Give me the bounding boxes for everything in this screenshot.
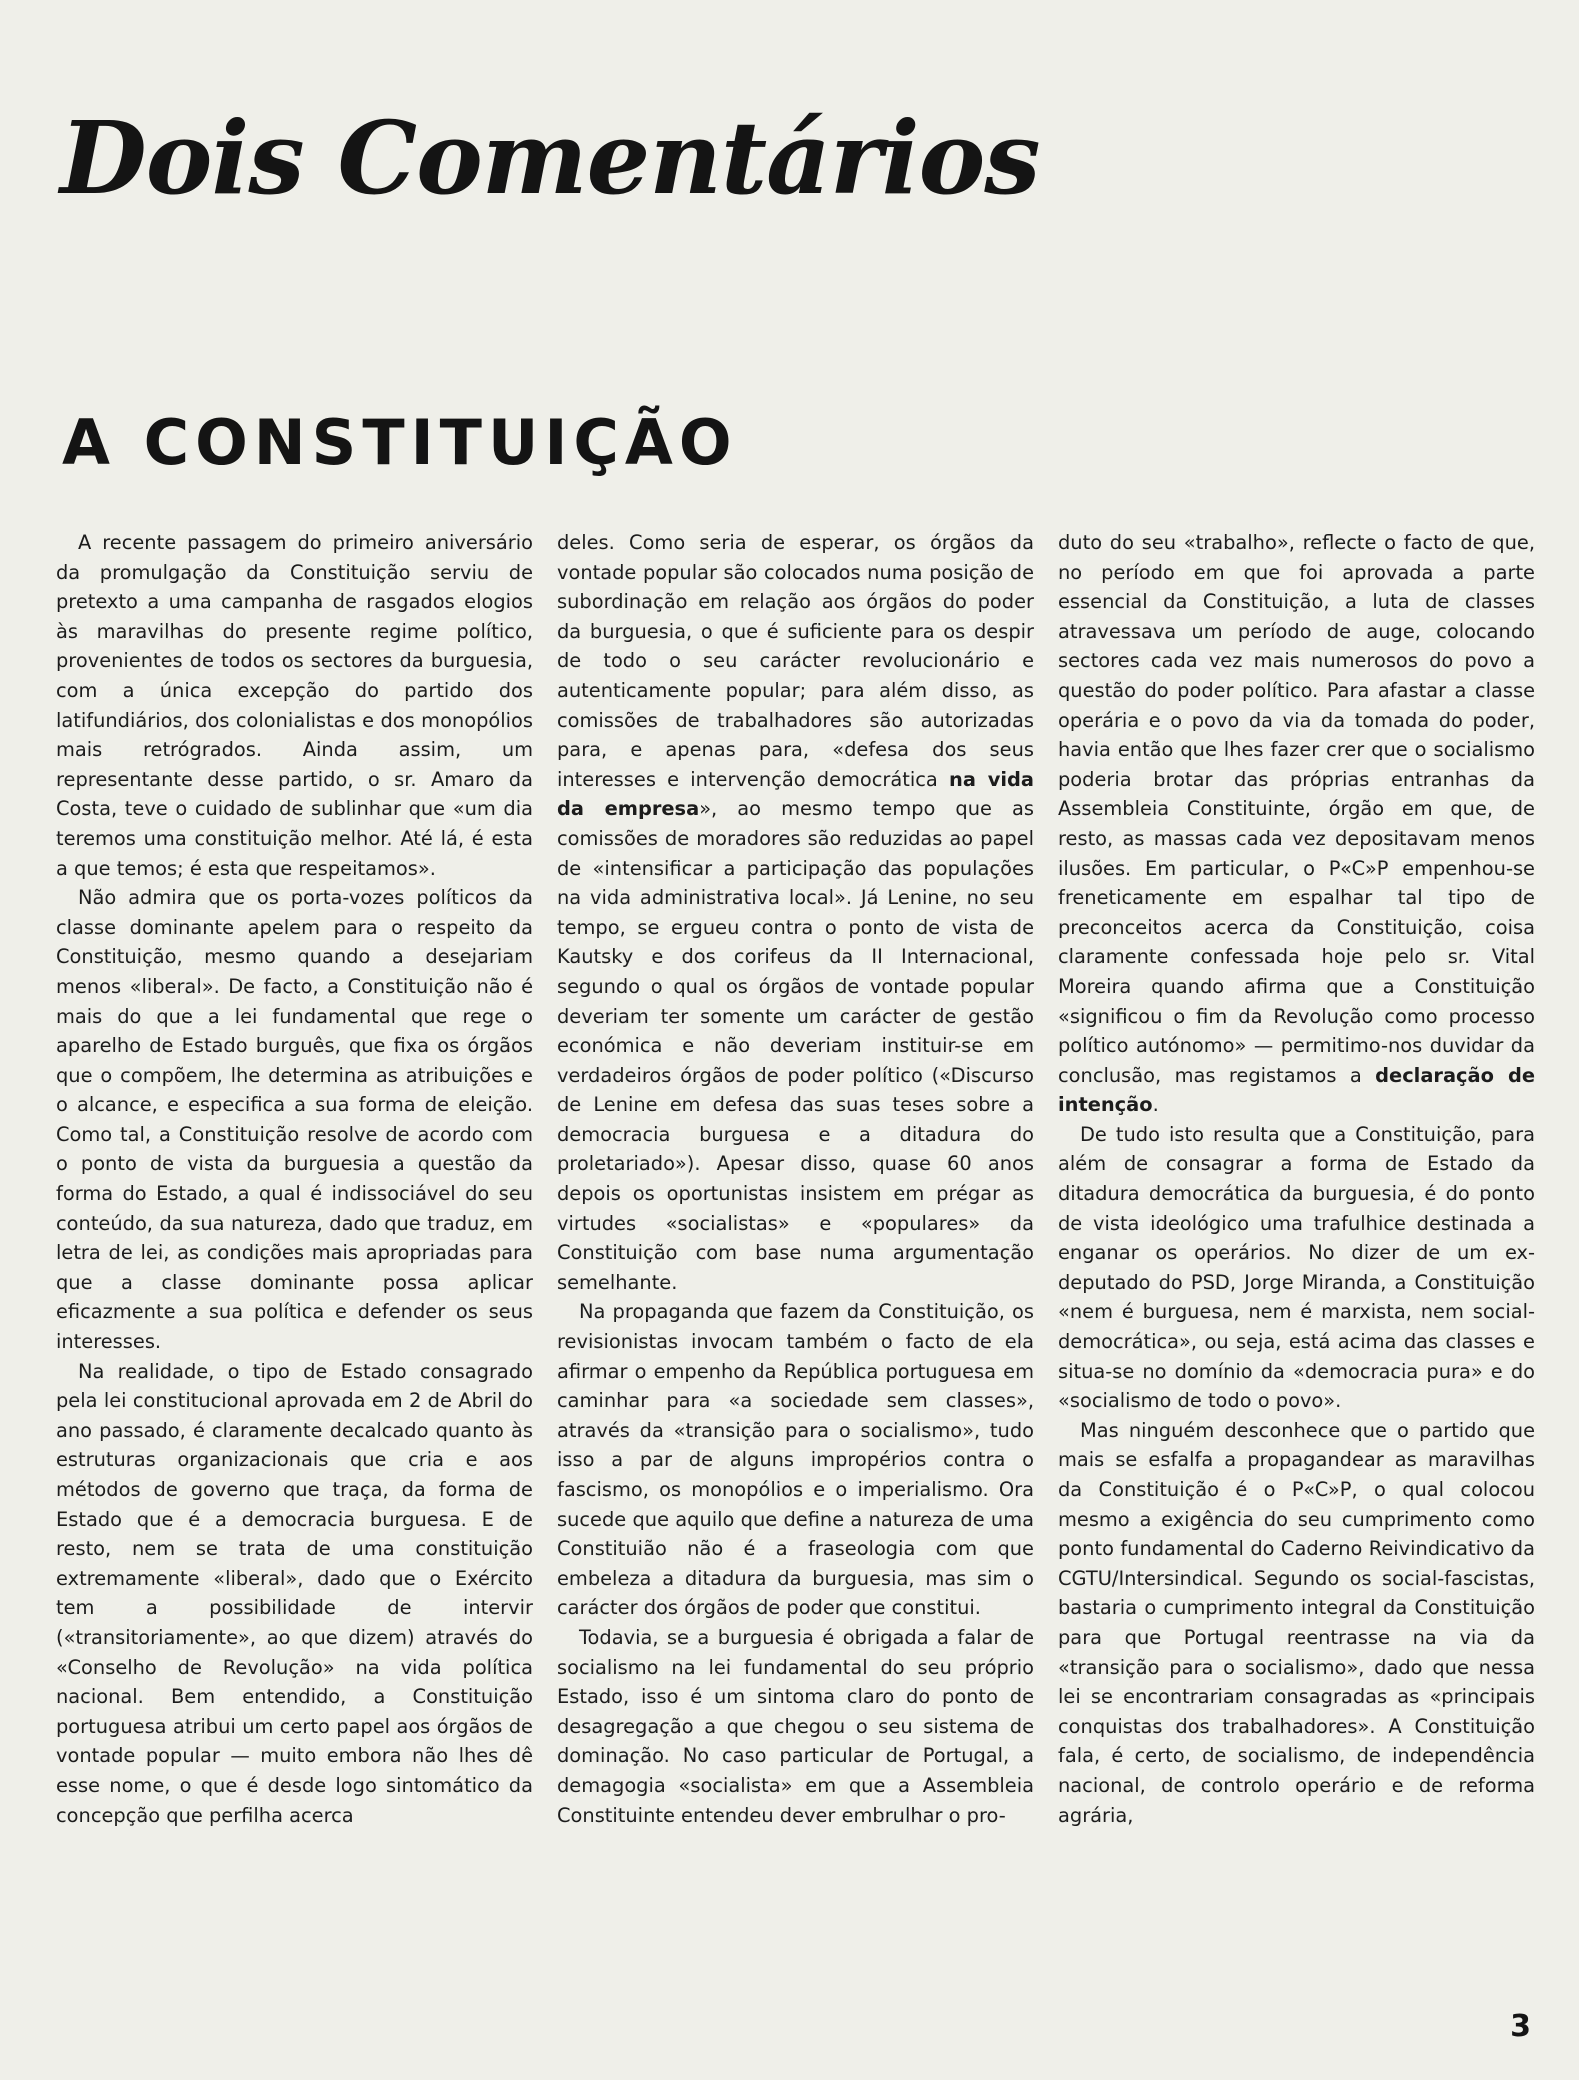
paragraph-text: Na realidade, o tipo de Estado consagrado pela lei constitucional aprovada em 2 de Abril do ano passado, é claramente decalcado quanto às estruturas organizacionais que cria e aos métodos de governo que traça, da forma de Estado que é a democracia burguesa. E de resto, nem se trata de uma constituição extremamente «liberal», dado que o Exército tem a possibilidade de intervir («transitoriamente», ao que dizem) através do «Conselho de Revolução» na vida política nacional. Bem entendido, a Constituição portuguesa atribui um certo papel aos órgãos de vontade popular — muito embora não lhes dê esse nome, o que é desde logo sintomático da concepção que perfilha acerca	[56, 1359, 533, 1827]
paragraph	[1058, 1416, 1535, 1830]
emphasis-text: na vida da empresa	[557, 767, 1034, 821]
article-column-1	[56, 528, 533, 1983]
paragraph	[557, 1297, 1034, 1623]
paragraph-text: Todavia, se a burguesia é obrigada a falar de socialismo na lei fundamental do seu próprio Estado, isso é um sintoma claro do ponto de desagregação a que chegou o seu sistema de dominação. No caso particular de Portugal, a demagogia «socialista» em que a Assembleia Constituinte entendeu dever embrulhar o pro-	[557, 1625, 1034, 1827]
paragraph-text: .	[1152, 1093, 1159, 1117]
paragraph-text: duto do seu «trabalho», reflecte o facto de que, no período em que foi aprovada a parte essencial da Constituição, a luta de classes atravessava um período de auge, colocando sectores cada vez mais numerosos do povo a questão do poder político. Para afastar a classe operária e o povo da via da tomada do poder, havia então que lhes fazer crer que o socialismo poderia brotar das próprias entranhas da Assembleia Constituinte, órgão em que, de resto, as massas cada vez depositavam menos ilusões. Em particular, o P«C»P empenhou-se freneticamente em espalhar tal tipo de preconceitos acerca da Constituição, coisa claramente confessada hoje pelo sr. Vital Moreira quando afirma que a Constituição «significou o fim da Revolução como processo político autónomo» — permitimo-nos duvidar da conclusão, mas registamos a	[1058, 531, 1535, 1087]
paragraph-text: Não admira que os porta-vozes políticos da classe dominante apelem para o respeito da Constituição, mesmo quando a desejariam menos «liberal». De facto, a Constituição não é mais do que a lei fundamental que rege o aparelho de Estado burguês, que fixa os órgãos que o compõem, lhe determina as atribuições e o alcance, e especifica a sua forma de eleição. Como tal, a Constituição resolve de acordo com o ponto de vista da burguesia a questão da forma do Estado, a qual é indissociável do seu conteúdo, da sua natureza, dado que traduz, em letra de lei, as condições mais apropriadas para que a classe dominante possa aplicar eficazmente a sua política e defender os seus interesses.	[56, 886, 533, 1354]
paragraph	[1058, 1120, 1535, 1416]
article-column-2	[557, 528, 1034, 1983]
paragraph	[56, 528, 533, 883]
paragraph-text: deles. Como seria de esperar, os órgãos da vontade popular são colocados numa posição de subordinação em relação aos órgãos do poder da burguesia, o que é suficiente para os despir de todo o seu carácter revolucionário e autenticamente popular; para além disso, as comissões de trabalhadores são autorizadas para, e apenas para, «defesa dos seus interesses e intervenção democrática	[557, 531, 1034, 791]
section-title: A CONSTITUIÇÃO	[62, 406, 738, 479]
paragraph	[557, 1623, 1034, 1830]
masthead-title: Dois Comentários	[60, 99, 1040, 217]
paragraph-text: », ao mesmo tempo que as comissões de moradores são reduzidas ao papel de «intensificar a participação das populações na vida administrativa local». Já Lenine, no seu tempo, se ergueu contra o ponto de vista de Kautsky e dos corifeus da II Internacional, segundo o qual os órgãos de vontade popular deveriam ter somente um carácter de gestão económica e não deveriam instituir-se em verdadeiros órgãos de poder político («Discurso de Lenine em defesa das suas teses sobre a democracia burguesa e a ditadura do proletariado»). Apesar disso, quase 60 anos depois os oportunistas insistem em prégar as virtudes «socialistas» e «populares» da Constituição com base numa argumentação semelhante.	[557, 797, 1034, 1294]
emphasis-text: declaração de intenção	[1058, 1063, 1535, 1117]
paragraph	[1058, 528, 1535, 1120]
paragraph	[557, 528, 1034, 1297]
paragraph-text: De tudo isto resulta que a Constituição, para além de consagrar a forma de Estado da ditadura democrática da burguesia, é do ponto de vista ideológico uma trafulhice destinada a enganar os operários. No dizer de um ex-deputado do PSD, Jorge Miranda, a Constituição «nem é burguesa, nem é marxista, nem social-democrática», ou seja, está acima das classes e situa-se no domínio da «democracia pura» e do «socialismo de todo o povo».	[1058, 1122, 1535, 1413]
paragraph-text: A recente passagem do primeiro aniversário da promulgação da Constituição serviu de pretexto a uma campanha de rasgados elogios às maravilhas do presente regime político, provenientes de todos os sectores da burguesia, com a única excepção do partido dos latifundiários, dos colonialistas e dos monopólios mais retrógrados. Ainda assim, um representante desse partido, o sr. Amaro da Costa, teve o cuidado de sublinhar que «um dia teremos uma constituição melhor. Até lá, é esta a que temos; é esta que respeitamos».	[56, 531, 533, 880]
paragraph	[56, 883, 533, 1357]
paragraph	[56, 1357, 533, 1831]
article-columns	[56, 528, 1536, 1983]
paragraph-text: Mas ninguém desconhece que o partido que mais se esfalfa a propagandear as maravilhas da Constituição é o P«C»P, o qual colocou mesmo a exigência do seu cumprimento como ponto fundamental do Caderno Reivindicativo da CGTU/Intersindical. Segundo os social-fascistas, bastaria o cumprimento integral da Constituição para que Portugal reentrasse na via da «transição para o socialismo», dado que nessa lei se encontrariam consagradas as «principais conquistas dos trabalhadores». A Constituição fala, é certo, de socialismo, de independência nacional, de controlo operário e de reforma agrária,	[1058, 1418, 1535, 1827]
page-number: 3	[1510, 2009, 1531, 2044]
paragraph-text: Na propaganda que fazem da Constituição, os revisionistas invocam também o facto de ela afirmar o empenho da República portuguesa em caminhar para «a sociedade sem classes», através da «transição para o socialismo», tudo isso a par de alguns impropérios contra o fascismo, os monopólios e o imperialismo. Ora sucede que aquilo que define a natureza de uma Constituião não é a fraseologia com que embeleza a ditadura da burguesia, mas sim o carácter dos órgãos de poder que constitui.	[557, 1300, 1034, 1620]
article-column-3	[1058, 528, 1535, 1983]
